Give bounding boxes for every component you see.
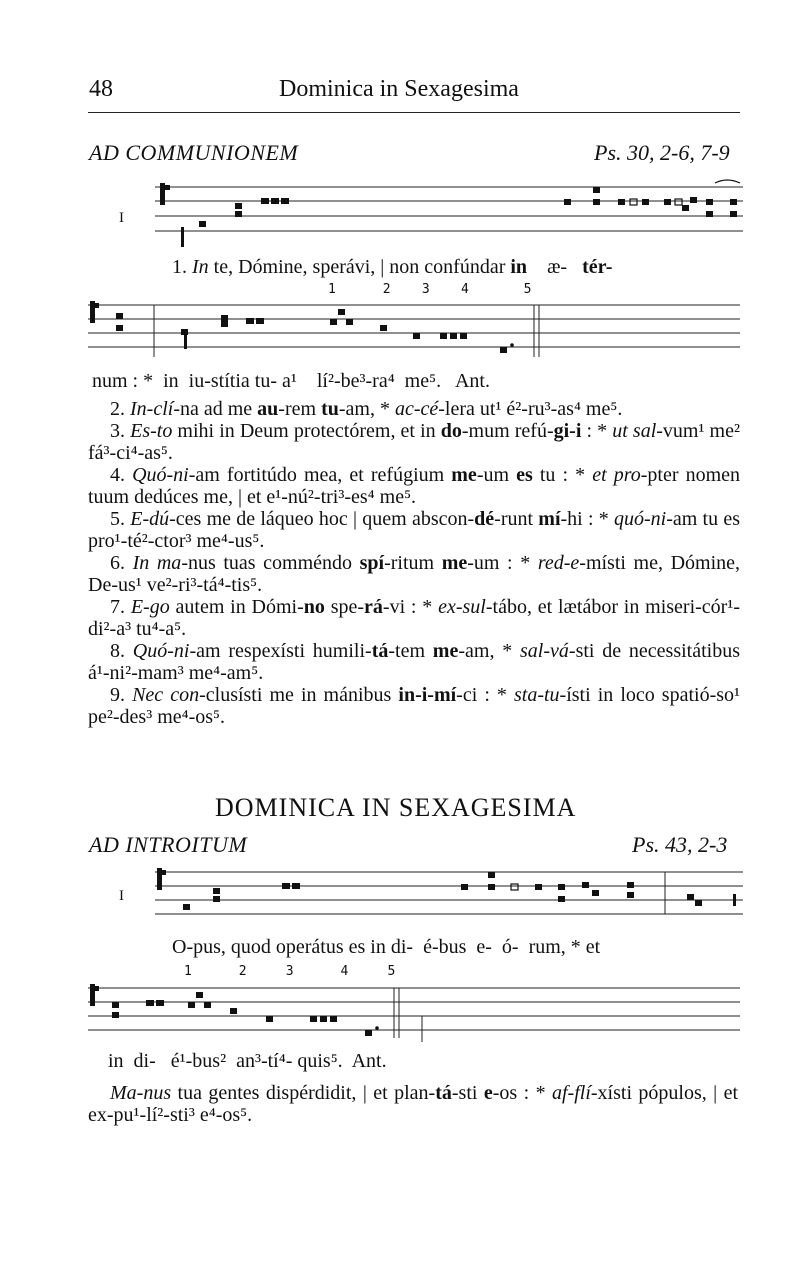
lyric-incipit: In	[192, 256, 209, 278]
verse-text: In ma-nus tuas comméndo spí-ritum me-um : * red-e-místi me, Dómine, De-us¹ ve²-ri³-tá⁴-tis⁵.	[88, 552, 741, 596]
lyric-bold: in	[510, 256, 528, 278]
verse-text: Quó-ni-am respexísti humili-tá-tem me-am, * sal-vá-sti de necessitátibus á¹-ni²-mam³ me⁴-am⁵.	[88, 640, 740, 684]
communion-mode: I	[119, 210, 124, 226]
verse-text: E-dú-ces me de láqueo hoc | quem abscon-dé-runt mí-hi : * quó-ni-am tu es pro¹-té²-ctor³ me⁴-us⁵.	[88, 508, 741, 552]
communion-lyrics-2: num : * in iu-stítia tu- a¹ lí²-be³-ra⁴ me⁵. Ant.	[92, 370, 490, 392]
verse-number: 9.	[110, 684, 133, 706]
verse-text: In-clí-na ad me au-rem tu-am, * ac-cé-lera ut¹ é²-ru³-as⁴ me⁵.	[130, 398, 623, 420]
verse-number: 8.	[110, 640, 133, 662]
communion-psalm-ref: Ps. 30, 2-6, 7-9	[594, 140, 730, 165]
verse-number: 2.	[110, 398, 130, 420]
introit-verse-text: Ma-nus tua gentes dispérdidit, | et plan-tá-sti e-os : * af-flí-xísti pópulos, | et ex-pu¹-lí²-sti³ e⁴-os⁵.	[88, 1082, 739, 1126]
introit-tone-numbers: 1 2 3 4 5	[184, 964, 396, 979]
running-title: Dominica in Sexagesima	[279, 76, 519, 102]
introit-label: AD INTROITUM	[89, 832, 248, 857]
communion-lyrics-1	[172, 256, 612, 279]
communion-verses	[88, 398, 740, 728]
lyric-bold-2: tér-	[582, 256, 613, 278]
verse-list	[88, 398, 740, 728]
verse-5	[88, 508, 740, 552]
day-title: DOMINICA IN SEXAGESIMA	[215, 793, 577, 822]
communion-label: AD COMMUNIONEM	[89, 140, 299, 165]
verse-number: 5.	[110, 508, 131, 530]
introit-mode: I	[119, 888, 124, 904]
verse-num: 1.	[172, 256, 187, 278]
introit-staff-2	[88, 978, 743, 1048]
communion-tone-numbers: 1 2 3 4 5	[328, 282, 532, 297]
verse-9	[88, 684, 740, 728]
introit-lyrics-2: in di- é¹-bus² an³-tí⁴- quis⁵. Ant.	[108, 1050, 387, 1072]
verse-2	[88, 398, 740, 420]
page-number: 48	[89, 76, 113, 102]
header-rule	[88, 112, 740, 113]
verse-text: Nec con-clusísti me in mánibus in-i-mí-ci : * sta-tu-ísti in loco spatió-so¹ pe²-des³ me⁴-os⁵.	[88, 684, 741, 728]
verse-number: 3.	[110, 420, 131, 442]
verse-text: Es-to mihi in Deum protectórem, et in do-mum refú-gi-i : * ut sal-vum¹ me² fá³-ci⁴-as⁵.	[88, 420, 740, 464]
verse-number: 7.	[110, 596, 131, 618]
lyric-gap: æ-	[527, 256, 583, 278]
verse-4	[88, 464, 740, 508]
verse-6	[88, 552, 740, 596]
communion-staff-1	[155, 175, 745, 253]
introit-lyrics-1: O-pus, quod operátus es in di- é-bus e- ó- rum, * et	[172, 936, 601, 958]
introit-staff-1	[155, 860, 745, 930]
introit-psalm-ref: Ps. 43, 2-3	[632, 832, 728, 857]
introit-verse	[88, 1082, 738, 1126]
verse-text: Quó-ni-am fortitúdo mea, et refúgium me-um es tu : * et pro-pter nomen tuum dedúces me, | et e¹-nú²-tri³-es⁴ me⁵.	[88, 464, 741, 508]
communion-staff-2	[88, 295, 743, 365]
verse-8	[88, 640, 740, 684]
verse-text: E-go autem in Dómi-no spe-rá-vi : * ex-sul-tábo, et lætábor in miseri-cór¹-di²-a³ tu⁴-a⁵.	[88, 596, 740, 640]
verse-3	[88, 420, 740, 464]
verse-7	[88, 596, 740, 640]
verse-number: 4.	[110, 464, 133, 486]
verse-number: 6.	[110, 552, 133, 574]
lyric-text: te, Dómine, sperávi, | non confúndar	[208, 256, 511, 278]
